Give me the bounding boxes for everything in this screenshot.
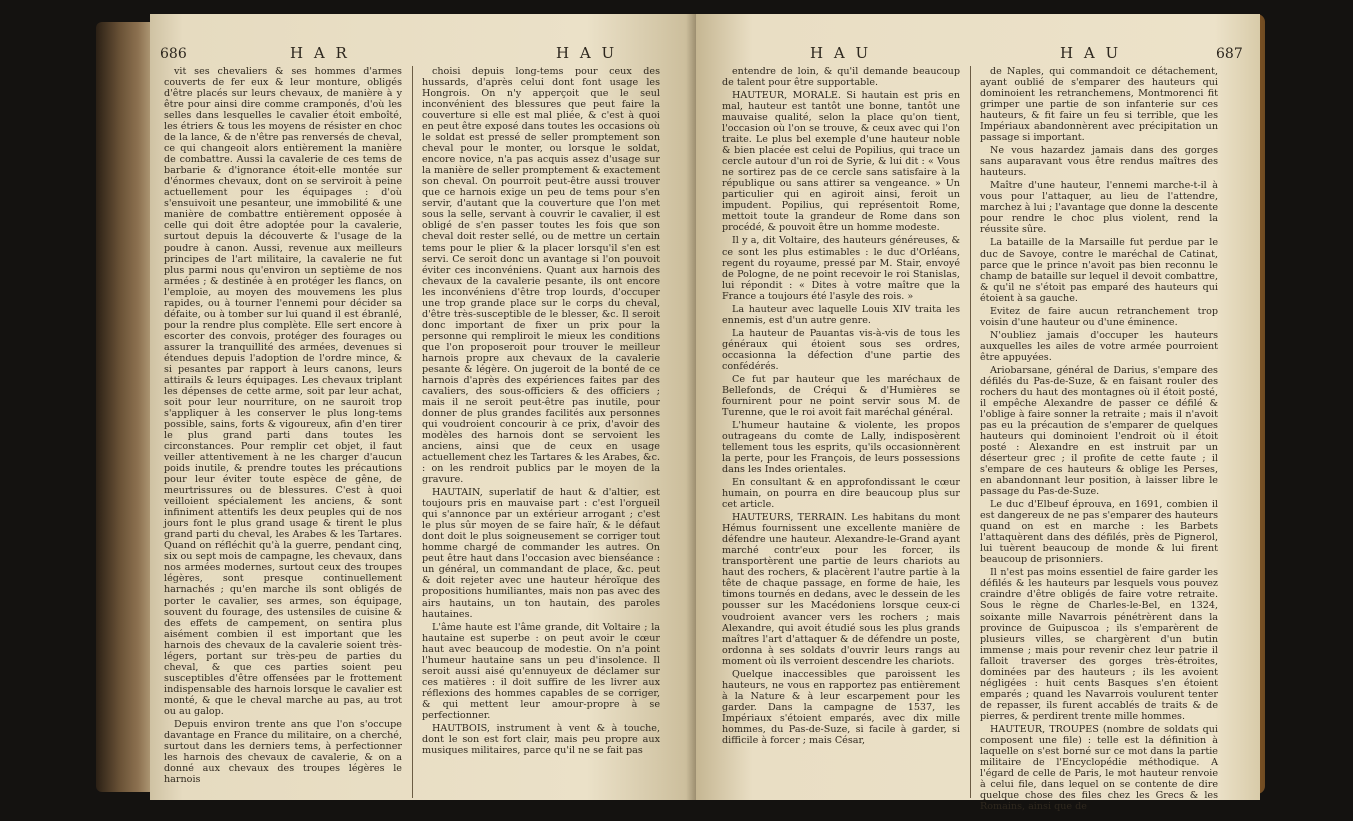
right-running-head-1: H A U xyxy=(810,44,872,62)
paragraph: de Naples, qui commandoit ce détachement, ayant oublié de s'emparer des hauteurs qui dominoient les retranchemens, Montmorenci fit grimper une partie de son infanterie sur ces hauteurs, & fit faire un feu si terrible, que les Impériaux abandonnèrent avec précipitation un passage si important. xyxy=(980,66,1218,144)
paragraph: Le duc d'Elbeuf éprouva, en 1691, combien il est dangereux de ne pas s'emparer des hauteurs quand on est en marche : les Barbets l'attaquèrent dans des défilés, près de Pignerol, lui tuèrent beaucoup de monde & lui firent beaucoup de prisonniers. xyxy=(980,499,1218,566)
left-column-2 xyxy=(422,66,660,806)
paragraph: entendre de loin, & qu'il demande beaucoup de talent pour être supportable. xyxy=(722,66,960,89)
paragraph: Depuis environ trente ans que l'on s'occupe davantage en France du militaire, on a cherché, surtout dans les derniers tems, à perfectionner les harnois des chevaux de cavalerie, & on a donné aux chevaux des troupes légères le harnois xyxy=(164,718,402,785)
paragraph: La hauteur avec laquelle Louis XIV traita les ennemis, est d'un autre genre. xyxy=(722,303,960,326)
left-running-head-2: H A U xyxy=(556,44,618,62)
right-page xyxy=(696,14,1260,813)
paragraph: choisi depuis long-tems pour ceux des hussards, d'après celui dont font usage les Hongrois. On n'y apperçoit que le seul inconvénient des blessures que peut faire la couverture si elle est mal pliée, & c'est à quoi en peut être exposé dans toutes les occasions où le soldat est pressé de seller promptement son cheval pour le monter, ou lorsque le soldat, encore novice, n'a pas acquis assez d'usage sur la manière de seller promptement & exactement son cheval. On pourroit peut-être aussi trouver que ce harnois exige un peu de tems pour s'en servir, d'autant que la couverture que l'on met sous la selle, servant à couvrir le cavalier, il est obligé de s'en passer toutes les fois que son cheval doit rester sellé, ou de mettre un certain tems pour le plier & la placer lorsqu'il s'en est servi. Ce seroit donc un avantage si l'on pouvoit éviter ces inconvéniens. Quant aux harnois des chevaux de la cavalerie pesante, ils ont encore les inconvéniens d'être trop lourds, d'occuper une trop grande place sur le corps du cheval, d'être très-susceptible de le blesser, &c. Il seroit donc important de fixer un prix pour la personne qui rempliroit le mieux les conditions que l'on proposeroit pour trouver le meilleur harnois propre aux chevaux de la cavalerie pesante & légère. On jugeroit de la bonté de ce harnois d'après des expériences faites par des cavaliers, des sous-officiers & des officiers ; mais il ne seroit peut-être pas inutile, pour donner de plus grandes facilités aux personnes qui voudroient concourir à ce prix, d'avoir des modèles des harnois dont se servoient les anciens, ainsi que de ceux en usage actuellement chez les Tartares & les Arabes, &c. : on les rendroit publics par le moyen de la gravure. xyxy=(422,66,660,486)
right-running-head-2: H A U xyxy=(1060,44,1122,62)
paragraph: La bataille de la Marsaille fut perdue par le duc de Savoye, contre le maréchal de Catinat, parce que le prince n'avoit pas bien reconnu le champ de bataille sur lequel il devoit combattre, & qu'il ne s'étoit pas emparé des hauteurs qui étoient à sa gauche. xyxy=(980,237,1218,304)
paragraph: Il n'est pas moins essentiel de faire garder les défilés & les hauteurs par lesquels vous pouvez craindre d'être obligés de faire votre retraite. Sous le règne de Charles-le-Bel, en 1324, soixante mille Navarrois pénétrèrent dans la province de Guipuscoa ; ils s'emparèrent de plusieurs villes, se chargèrent d'un butin immense ; mais pour revenir chez leur patrie il falloit traverser des gorges très-étroites, dominées par des hauteurs ; ils les avoient négligées : huit cents Basques s'en étoient emparés ; quand les Navarrois voulurent tenter de repasser, ils furent accablés de traits & de pierres, & perdirent trente mille hommes. xyxy=(980,567,1218,722)
paragraph: N'oubliez jamais d'occuper les hauteurs auxquelles les ailes de votre armée pourroient être appuyées. xyxy=(980,329,1218,363)
paragraph: En consultant & en approfondissant le cœur humain, on pourra en dire beaucoup plus sur cet article. xyxy=(722,477,960,511)
column-divider xyxy=(412,66,413,798)
paragraph: Ne vous hazardez jamais dans des gorges sans auparavant vous être rendus maîtres des hauteurs. xyxy=(980,145,1218,179)
paragraph: Maître d'une hauteur, l'ennemi marche-t-il à vous pour l'attaquer, au lieu de l'attendre, marchez à lui ; l'avantage que donne la descente pour rendre le choc plus violent, rend la réussite sûre. xyxy=(980,180,1218,236)
paragraph: Il y a, dit Voltaire, des hauteurs généreuses, & ce sont les plus estimables : le duc d'Orléans, regent du royaume, pressé par M. Stair, envoyé de Pologne, de ne point recevoir le roi Stanislas, lui répondit : « Dites à votre maître que la France a toujours été l'asyle des rois. » xyxy=(722,235,960,302)
paragraph: La hauteur de Pauantas vis-à-vis de tous les généraux qui étoient sous ses ordres, occasionna la défection d'une partie des confédérés. xyxy=(722,327,960,372)
entry-hautbois: HAUTBOIS, instrument à vent & à touche, dont le son est fort clair, mais peu propre aux musiques militaires, parce qu'il ne se fait pas xyxy=(422,722,660,756)
right-column-2 xyxy=(980,66,1218,813)
right-page-number: 687 xyxy=(1216,46,1243,62)
paragraph: Ariobarsane, général de Darius, s'empare des défilés du Pas-de-Suze, & en faisant rouler des rochers du haut des montagnes où il étoit posté, il empêche Alexandre de passer ce défilé & l'oblige à faire sonner la retraite ; mais il n'avoit pas eu la précaution de s'emparer de quelques hauteurs qui dominoient l'endroit où il étoit posté : Alexandre en est instruit par un déserteur grec ; il profite de cette faute ; il s'empare de ces hauteurs & oblige les Perses, en abandonnant leur position, à laisser libre le passage du Pas-de-Suze. xyxy=(980,364,1218,498)
entry-hauteur-morale: HAUTEUR, MORALE. Si hautain est pris en mal, hauteur est tantôt une bonne, tantôt une mauvaise qualité, selon la place qu'on tient, l'occasion où l'on se trouve, & ceux avec qui l'on traite. Le plus bel exemple d'une hauteur noble & bien placée est celui de Popilius, qui trace un cercle autour d'un roi de Syrie, & lui dit : « Vous ne sortirez pas de ce cercle sans satisfaire à la république ou sans attirer sa vengeance. » Un particulier qui en agiroit ainsi, feroit un impudent. Popilius, qui représentoit Rome, mettoit toute la grandeur de Rome dans son procédé, & pouvoit être un homme modeste. xyxy=(722,90,960,234)
right-column-1 xyxy=(722,66,960,806)
entry-hautain: HAUTAIN, superlatif de haut & d'altier, est toujours pris en mauvaise part : c'est l'orgueil qui s'annonce par un extérieur arrogant ; c'est le plus sûr moyen de se faire haïr, & le défaut dont doit le plus soigneusement se corriger tout homme chargé de commander les autres. On peut être haut dans l'occasion avec bienséance : un général, un commandant de place, &c. peut & doit rejeter avec une hauteur héroïque des propositions humiliantes, mais non pas avec des airs hautains, un ton hautain, des paroles hautaines. xyxy=(422,487,660,620)
paragraph: Evitez de faire aucun retranchement trop voisin d'une hauteur ou d'une éminence. xyxy=(980,305,1218,328)
paragraph: L'humeur hautaine & violente, les propos outrageans du comte de Lally, indisposèrent tellement tous les esprits, qu'ils occasionnèrent la perte, pour les François, de leurs possessions dans les Indes orientales. xyxy=(722,419,960,476)
left-page-number: 686 xyxy=(160,46,187,62)
paragraph: Ce fut par hauteur que les maréchaux de Bellefonds, de Créqui & d'Humières se fournirent pour ne point servir sous M. de Turenne, que le roi avoit fait maréchal général. xyxy=(722,373,960,418)
left-page xyxy=(150,14,696,800)
left-running-head-1: H A R xyxy=(290,44,350,62)
paragraph: vit ses chevaliers & ses hommes d'armes couverts de fer eux & leur monture, obligés d'être placés sur leurs chevaux, de manière à y être pour ainsi dire comme cramponés, d'où les selles dans lesquelles le cavalier étoit emboîté, les étriers & tous les moyens de résister en choc de la lance, & de n'être pas renversés de cheval, ce qui changeoit alors entièrement la manière de combattre. Aussi la cavalerie de ces tems de barbarie & d'ignorance étoit-elle montée sur d'énormes chevaux, dont on se serviroit à peine actuellement pour les équipages : d'où s'ensuivoit une pesanteur, une immobilité & une manière de combattre entièrement opposée à celle qui doit être adoptée pour la cavalerie, surtout depuis la découverte & l'usage de la poudre à canon. Aussi, revenue aux meilleurs principes de l'art militaire, la cavalerie ne fut plus parmi nous qu'environ un septième de nos armées ; & destinée à en protéger les flancs, on l'emploie, au moyen des mouvemens les plus rapides, ou à tourner l'ennemi pour décider sa défaite, ou à tomber sur lui quand il est ébranlé, pour la rendre plus complète. Elle sert encore à escorter des convois, protéger des fourages ou assurer la tranquillité des armées, devenues si étendues depuis l'adoption de l'ordre mince, & si pesantes par rapport à leurs canons, leurs attirails & leurs équipages. Les chevaux triplant les dépenses de cette arme, soit par leur achat, soit pour leur nourriture, on ne sauroit trop s'appliquer à les conserver le plus long-tems possible, sains, forts & vigoureux, afin d'en tirer le plus grand parti dans toutes les circonstances. Pour remplir cet objet, il faut veiller attentivement à ne les charger d'aucun poids inutile, & prendre toutes les précautions pour leur éviter toute espèce de gêne, de meurtrissures ou de blessures. C'est à quoi veilloient spécialement les anciens, & sont infiniment attentifs les deux peuples qui de nos jours font le plus grand usage & tirent le plus grand parti du cheval, les Arabes & les Tartares. Quand on réfléchit qu'à la guerre, pendant cinq, six ou sept mois de campagne, les chevaux, dans nos armées modernes, surtout ceux des troupes légères, sont presque continuellement harnachés ; qu'en marche ils sont obligés de porter le cavalier, ses armes, son équipage, souvent du fourage, des ustensiles de cuisine & des effets de campement, on sentira plus aisément combien il est important que les harnois des chevaux de la cavalerie soient très-légers, portant sur très-peu de parties du cheval, & que ces parties soient peu susceptibles d'être offensées par le frottement indispensable des harnois lorsque le cavalier est monté, & que le cheval marche au pas, au trot ou au galop. xyxy=(164,66,402,717)
paragraph: Quelque inaccessibles que paroissent les hauteurs, ne vous en rapportez pas entièrement à la Nature & à leur escarpement pour les garder. Dans la campagne de 1537, les Impériaux s'étoient emparés, avec dix mille hommes, du Pas-de-Suze, si facile à garder, si difficile à forcer ; mais César, xyxy=(722,668,960,746)
entry-hauteurs-terrain: HAUTEURS, TERRAIN. Les habitans du mont Hémus fournissent une excellente manière de défendre une hauteur. Alexandre-le-Grand ayant marché contr'eux pour les forcer, ils transportèrent une partie de leurs chariots au haut des rochers, & placèrent l'autre partie à la tête de chaque passage, en forme de haie, les timons tournés en dedans, avec le dessein de les pousser sur les Macédoniens lorsque ceux-ci voudroient avancer vers les rochers ; mais Alexandre, qui avoit étudié sous les plus grands maîtres l'art d'attaquer & de défendre un poste, ordonna à ses soldats d'ouvrir leurs rangs au moment où ils verroient descendre les chariots. xyxy=(722,512,960,667)
column-divider xyxy=(970,66,971,798)
left-column-1 xyxy=(164,66,402,806)
entry-hauteur-troupes: HAUTEUR, TROUPES (nombre de soldats qui composent une file) : telle est la définition à laquelle on s'est borné sur ce mot dans la partie militaire de l'Encyclopédie méthodique. A l'égard de celle de Paris, le mot hauteur renvoie à celui file, dans lequel on se contente de dire quelque chose des files chez les Grecs & les Romains, ainsi que de xyxy=(980,723,1218,813)
paragraph: L'âme haute est l'âme grande, dit Voltaire ; la hautaine est superbe : on peut avoir le cœur haut avec beaucoup de modestie. On n'a point l'humeur hautaine sans un peu d'insolence. Il seroit aussi aisé qu'ennuyeux de déclamer sur ces matières : il doit suffire de les livrer aux réflexions des hommes capables de se corriger, & qui mettent leur amour-propre à se perfectionner. xyxy=(422,621,660,721)
